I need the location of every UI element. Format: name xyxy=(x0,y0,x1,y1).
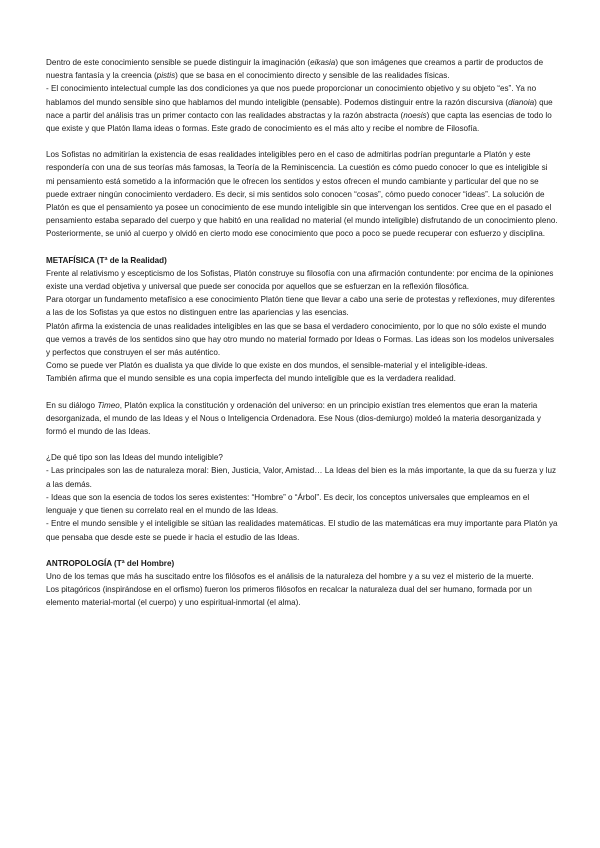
paragraph-tipos-2: - Ideas que son la esencia de todos los seres existentes: “Hombre” o “Árbol”. Es decir, los conceptos universales que empleamos en el lenguaje y que tienen su correlato real en el mundo de las Ideas. xyxy=(46,492,530,516)
text-run: ) que son imágenes que creamos a partir de productos de nuestra fantasía y la creencia ( xyxy=(46,58,544,81)
term-eikasia: eikasia xyxy=(310,58,336,67)
term-dianoia: dianoia xyxy=(508,97,535,107)
document-content xyxy=(46,56,558,610)
paragraph-intelectual xyxy=(46,82,558,135)
text-run: Dentro de este conocimiento sensible se puede distinguir la imaginación ( xyxy=(46,58,311,67)
paragraph-sensible xyxy=(46,56,558,82)
work-title-timeo: Timeo xyxy=(97,400,120,410)
spacer xyxy=(46,135,558,148)
text-run: - El conocimiento intelectual cumple las dos condiciones ya que nos puede proporcionar un conocimiento objetivo y su objeto “es”. Ya no hablamos del mundo sensible sino que hablamos del mundo inteligible (pensable). Podemos distinguir entre la razón discursiva ( xyxy=(46,84,537,107)
text-run: ) que nace a partir del análisis tras un primer contacto con las realidades abstractas y la razón abstracta ( xyxy=(46,97,553,120)
text-run: En su diálogo xyxy=(46,400,98,410)
spacer xyxy=(46,241,558,254)
text-run: ) que se basa en el conocimiento directo y sensible de las realidades físicas. xyxy=(175,71,450,81)
paragraph-metafisica-2: Para otorgar un fundamento metafísico a ese conocimiento Platón tiene que llevar a cabo una serie de protestas y reflexiones, muy diferentes a las de los Sofistas ya que estos no distinguen entre las apariencias y las esencias. xyxy=(46,295,555,318)
term-pistis: pistis xyxy=(156,71,176,81)
text-run: ) que capta las esencias de todo lo que existe y que Platón llama ideas o formas. Este grado de conocimiento es el más alto y recibe el nombre de Filosofía. xyxy=(46,110,552,134)
paragraph-sofistas: Los Sofistas no admitirían la existencia de esas realidades inteligibles pero en el caso de admitirlas podrían preguntarle a Platón y este respondería con una de sus teorías más famosas, la Teoría de la Reminiscencia. La cuestión es cómo puedo conocer lo que es inteligible si mi pensamiento está sometido a la información que le ofrecen los sentidos y estos ofrecen el mundo cambiante y particular del que no se puede extraer ningún conocimiento verdadero. Es decir, si mis sentidos solo conocen “cosas”, cómo puedo conocer “ideas”. La solución de Platón es que el pensamiento ya posee un conocimiento de ese mundo inteligible sin que intervengan los sentidos. Cree que en el pasado el pensamiento estaba separado del cuerpo y que habitó en una realidad no material (el mundo inteligible) disfrutando de un conocimiento pleno. Posteriormente, se unió al cuerpo y olvidó en cierto modo ese conocimiento que poco a poco se puede recuperar con esfuerzo y disciplina. xyxy=(46,150,558,239)
paragraph-timeo xyxy=(46,399,558,439)
paragraph-metafisica-3: Platón afirma la existencia de unas realidades inteligibles en las que se basa el verdadero conocimiento, por lo que no sólo existe el mundo que vemos a través de los sentidos sino que hay otro mundo no material formado por Ideas o Formas. Las ideas son los modelos universales y perfectos que construyen el ser más auténtico. xyxy=(46,321,554,358)
paragraph-tipos-3: - Entre el mundo sensible y el inteligible se sitúan las realidades matemáticas. El studio de las matemáticas era muy importante para Platón ya que pensaba que desde este se puede ir hacia el estudio de las Ideas. xyxy=(46,519,558,542)
paragraph-tipos-1: - Las principales son las de naturaleza moral: Bien, Justicia, Valor, Amistad… La Ideas del bien es la más importante, la que da su fuerza y luz a las demás. xyxy=(46,466,557,489)
paragraph-antropologia-2: Los pitagóricos (inspirándose en el orfismo) fueron los primeros filósofos en recalcar la naturaleza dual del ser humano, formada por un elemento material-mortal (el cuerpo) y uno espiritual-inmortal (el alma). xyxy=(46,585,532,608)
spacer xyxy=(46,544,558,557)
question-tipos-ideas: ¿De qué tipo son las Ideas del mundo inteligible? xyxy=(46,453,223,463)
spacer xyxy=(46,438,558,451)
paragraph-metafisica-5: También afirma que el mundo sensible es una copia imperfecta del mundo inteligible que es la verdadera realidad. xyxy=(46,374,456,384)
text-run: , Platón explica la constitución y ordenación del universo: en un principio existían tres elementos que eran la materia desorganizada, el mundo de las Ideas y el Nous o Inteligencia Ordenadora. Ese Nous (dios-demiurgo) moldeó la materia desorganizada y formó el mundo de las Ideas. xyxy=(46,400,541,437)
spacer xyxy=(46,386,558,399)
paragraph-metafisica-4: Como se puede ver Platón es dualista ya que divide lo que existe en dos mundos, el sensible-material y el inteligible-ideas. xyxy=(46,361,488,371)
section-heading-antropologia: ANTROPOLOGÍA (Tª del Hombre) xyxy=(46,558,175,568)
paragraph-antropologia-1: Uno de los temas que más ha suscitado entre los filósofos es el análisis de la naturaleza del hombre y a su vez el misterio de la muerte. xyxy=(46,571,534,581)
paragraph-metafisica-1: Frente al relativismo y escepticismo de los Sofistas, Platón construye su filosofía con una afirmación contundente: por encima de la opiniones existe una verdad objetiva y universal que puede ser conocida por aquellos que se esfuerzan en la reflexión filosófica. xyxy=(46,268,554,292)
section-heading-metafisica: METAFÍSICA (Tª de la Realidad) xyxy=(46,255,167,265)
term-noesis: noesis xyxy=(403,110,427,120)
